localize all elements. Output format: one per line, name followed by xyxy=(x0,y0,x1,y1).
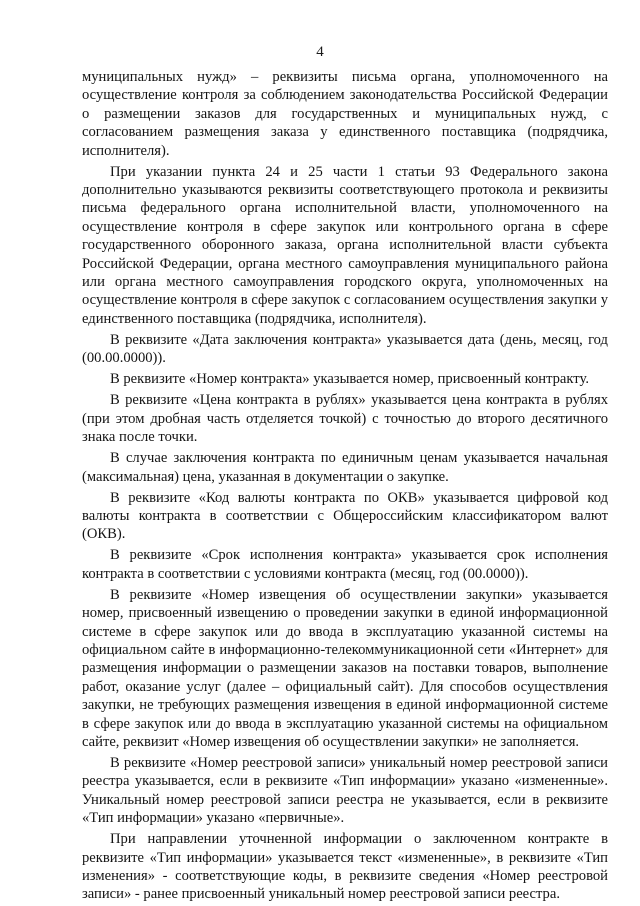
paragraph-unit-prices: В случае заключения контракта по единичным ценам указывается начальная (максимальная) цена, указанная в документации о закупке. xyxy=(82,450,608,485)
paragraph-notice-number: В реквизите «Номер извещения об осуществлении закупки» указывается номер, присвоенный извещению о проведении закупки в единой информационной системе в сфере закупок или до ввода в эксплуатацию указанной системы на официальном сайте в информационно-телекоммуникационной сети «Интернет» для размещения информации о размещении заказов на поставки товаров, выполнение работ, оказание услуг (далее – официальный сайт). Для способов осуществления закупки, не требующих размещения извещения в единой информационной системе в сфере закупок или до ввода в эксплуатацию указанной системы на официальном сайте, реквизит «Номер извещения об осуществлении закупки» не заполняется. xyxy=(82,586,608,750)
paragraph-updated-info: При направлении уточненной информации о заключенном контракте в реквизите «Тип информации» указывается текст «измененные», в реквизите «Тип изменения» - соответствующие коды, в реквизите сведения «Номер реестровой записи» - ранее присвоенный уникальный номер реестровой записи реестра. xyxy=(82,831,608,903)
paragraph-registry-record: В реквизите «Номер реестровой записи» уникальный номер реестровой записи реестра указывается, если в реквизите «Тип информации» указано «измененные». Уникальный номер реестровой записи реестра не указывается, если в реквизите «Тип информации» указано «первичные». xyxy=(82,754,608,827)
paragraph-article-93: При указании пункта 24 и 25 части 1 статьи 93 Федерального закона дополнительно указываются реквизиты соответствующего протокола и реквизиты письма федерального органа исполнительной власти, уполномоченного на осуществление контроля в сфере закупок или контрольного органа в сфере государственного оборонного заказа, органа исполнительной власти субъекта Российской Федерации, органа местного самоуправления муниципального района или органа местного самоуправления городского округа, уполномоченных на осуществление контроля в сфере закупок с согласованием осуществления закупки у единственного поставщика (подрядчика, исполнителя). xyxy=(82,163,608,327)
paragraph-execution-term: В реквизите «Срок исполнения контракта» указывается срок исполнения контракта в соответствии с условиями контракта (месяц, год (00.0000)). xyxy=(82,547,608,582)
paragraph-continuation: муниципальных нужд» – реквизиты письма органа, уполномоченного на осуществление контроля за соблюдением законодательства Российской Федерации о размещении заказов для государственных и муниципальных нужд, с согласованием размещения заказа у единственного поставщика (подрядчика, исполнителя). xyxy=(82,69,608,159)
paragraph-contract-price: В реквизите «Цена контракта в рублях» указывается цена контракта в рублях (при этом дробная часть отделяется точкой) с точностью до второго десятичного знака после точки. xyxy=(82,392,608,446)
paragraph-contract-date: В реквизите «Дата заключения контракта» указывается дата (день, месяц, год (00.00.0000)). xyxy=(82,331,608,367)
document-body xyxy=(82,68,608,906)
page-number: 4 xyxy=(316,44,324,60)
paragraph-currency-code: В реквизите «Код валюты контракта по ОКВ» указывается цифровой код валюты контракта в соответствии с Общероссийским классификатором валют (ОКВ). xyxy=(82,489,608,543)
paragraph-contract-number: В реквизите «Номер контракта» указывается номер, присвоенный контракту. xyxy=(110,371,589,388)
